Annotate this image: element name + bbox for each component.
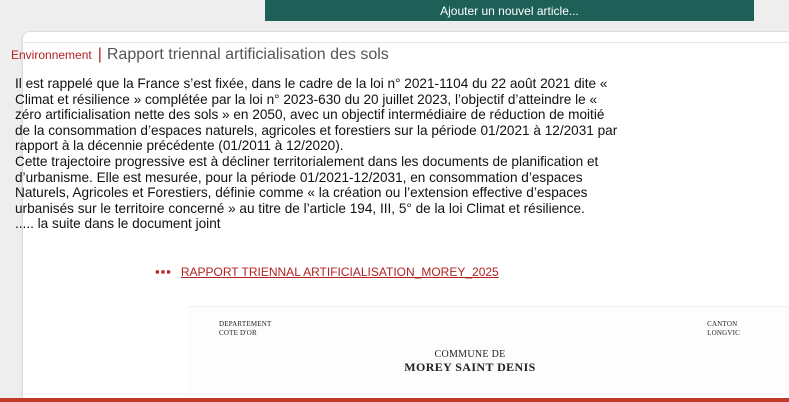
doc-department-label: DEPARTEMENT	[219, 320, 272, 328]
doc-commune-name: MOREY SAINT DENIS	[404, 360, 536, 374]
doc-commune	[395, 349, 545, 375]
article-line: Il est rappelé que la France s’est fixée, dans le cadre de la loi n° 2021-1104 du 22 août 2021 dite «	[15, 76, 608, 91]
doc-canton-label: CANTON	[707, 320, 738, 328]
bottom-accent-bar	[0, 398, 789, 402]
article-line: Cette trajectoire progressive est à décliner territorialement dans les documents de planification et	[15, 153, 599, 169]
doc-commune-label: COMMUNE DE	[434, 349, 506, 360]
article-heading	[11, 46, 389, 64]
document-preview	[187, 306, 789, 402]
article-line: Naturels, Agricoles et Forestiers, définie comme « la création ou l’extension effective d’espaces	[15, 185, 588, 201]
article-line: zéro artificialisation nette des sols » en 2050, avec un objectif intermédiaire de réduction de moitié	[15, 107, 605, 123]
card-divider	[23, 42, 789, 45]
doc-department-value: COTE D'OR	[219, 329, 257, 337]
heading-separator: |	[97, 46, 102, 63]
article-line: ..... la suite dans le document joint	[15, 216, 221, 232]
article-line: d’urbanisme. Elle est mesurée, pour la période 01/2021-12/2031, en consommation d’espaces	[15, 169, 583, 185]
article-line: urbanisés sur le territoire concerné » au titre de l’article 194, III, 5° de la loi Climat et résilience.	[15, 200, 585, 216]
article-line: de la consommation d’espaces naturels, agricoles et forestiers sur la période 01/2021 à 12/2031 par	[15, 122, 618, 138]
doc-canton	[707, 320, 740, 338]
category-link[interactable]: Environnement	[11, 48, 92, 62]
attachment-bullet-icon: ▪▪▪	[155, 264, 172, 279]
article-line: Climat et résilience » complétée par la loi n° 2023-630 du 20 juillet 2023, l’objectif d’atteindre le «	[15, 91, 598, 107]
doc-canton-value: LONGVIC	[707, 329, 740, 337]
article-title: Rapport triennal artificialisation des sols	[106, 46, 389, 63]
article-body	[15, 76, 655, 232]
doc-department	[219, 320, 271, 338]
attachment-link[interactable]: RAPPORT TRIENNAL ARTIFICIALISATION_MOREY_2025	[180, 264, 499, 279]
article-line: rapport à la décennie précédente (01/2011 à 12/2020).	[15, 138, 344, 154]
add-article-button[interactable]: Ajouter un nouvel article...	[265, 0, 754, 21]
attachment-row	[155, 264, 499, 279]
